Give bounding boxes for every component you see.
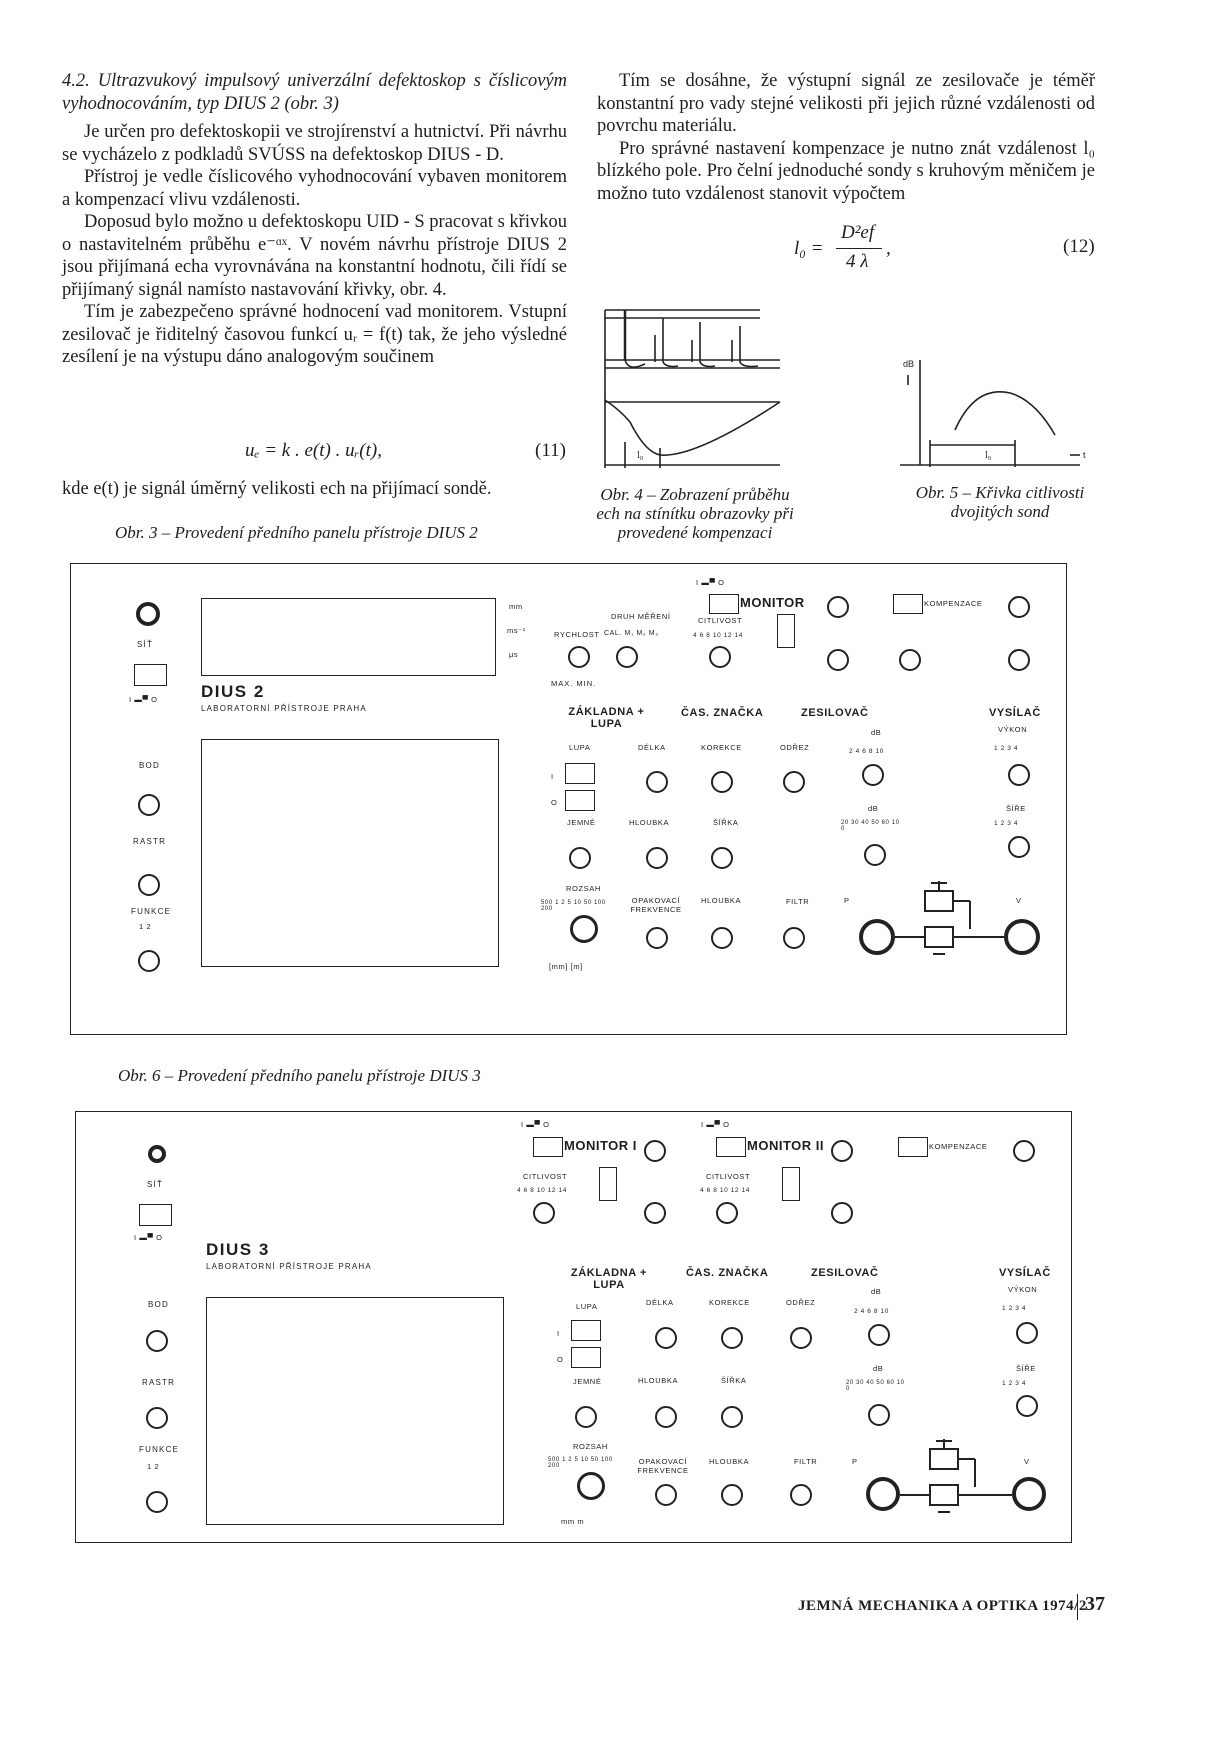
vykon-scale: 1 2 3 4 [994, 745, 1019, 752]
funkce-scale: 1 2 [147, 1462, 160, 1471]
citlivost1-knob[interactable] [533, 1202, 555, 1224]
vykon2-scale: 1 2 3 4 [1002, 1380, 1027, 1387]
monitor-label: MONITOR [740, 595, 805, 610]
kompenzace-button[interactable] [898, 1137, 928, 1157]
citlivost-knob[interactable] [709, 646, 731, 668]
hloubka-label: HLOUBKA [638, 1376, 679, 1385]
rozsah-label: ROZSAH [566, 884, 601, 893]
vykon-label: VÝKON [998, 725, 1028, 734]
zero-label: O [551, 798, 558, 807]
zakladna-label: ZÁKLADNA + LUPA [570, 1267, 648, 1291]
monitor1-knob[interactable] [644, 1140, 666, 1162]
zesilovac-scale: 2 4 6 8 10 [849, 748, 884, 755]
vykon-label: VÝKON [1008, 1285, 1038, 1294]
sit-label: SÍŤ [147, 1180, 164, 1189]
vysilac-label: VYSÍLAČ [989, 707, 1041, 719]
zesilovac-db2-knob[interactable] [864, 844, 886, 866]
left-column-text [62, 70, 567, 369]
lupa-switch-1[interactable] [565, 763, 595, 784]
p-label: P [844, 896, 850, 905]
kompenzace-knob-3[interactable] [1008, 649, 1030, 671]
bod-knob[interactable] [146, 1330, 168, 1352]
db-label: dB [871, 1287, 882, 1296]
unit-mm: mm [509, 602, 523, 611]
monitor-knob-2[interactable] [827, 649, 849, 671]
maker-label: LABORATORNÍ PŘÍSTROJE PRAHA [201, 704, 367, 713]
device-name: DIUS 2 [201, 682, 265, 701]
device-name: DIUS 3 [206, 1240, 270, 1259]
cas-znacka-label: ČAS. ZNAČKA [686, 1267, 769, 1279]
max-min-label: MAX. MIN. [551, 679, 597, 688]
lupa-label: LUPA [576, 1302, 598, 1311]
citlivost2-knob[interactable] [716, 1202, 738, 1224]
bod-label: BOD [148, 1300, 169, 1309]
citlivost2-scale: 4 6 8 10 12 14 [700, 1187, 750, 1194]
fig5-t-label: t [1083, 450, 1086, 460]
p-label: P [852, 1457, 858, 1466]
power-switch[interactable] [134, 664, 167, 686]
rozsah-knob[interactable] [570, 915, 598, 943]
equation-11-number: (11) [535, 440, 566, 461]
delka-knob[interactable] [646, 771, 668, 793]
sire-knob[interactable] [1016, 1395, 1038, 1417]
odrez-knob[interactable] [783, 771, 805, 793]
paragraph: Pro správné nastavení kompenzace je nutno znát vzdálenost l₀ blízkého pole. Pro čelní jednoduché sondy s kruhovým měničem je možno tuto vzdálenost stanovit výpočtem [597, 138, 1095, 204]
monitor2-knob[interactable] [831, 1140, 853, 1162]
jemne-label: JEMNÉ [573, 1377, 602, 1386]
rozsah-label: ROZSAH [573, 1442, 608, 1451]
hloubka2-knob[interactable] [721, 1484, 743, 1506]
opakovaci-label: OPAKOVACÍ FREKVENCE [637, 1457, 689, 1475]
lupa-switch-2[interactable] [571, 1347, 601, 1368]
citlivost1-scale: 4 6 8 10 12 14 [517, 1187, 567, 1194]
delka-knob[interactable] [655, 1327, 677, 1349]
jemne-knob[interactable] [569, 847, 591, 869]
db-label: dB [871, 728, 882, 737]
funkce-knob[interactable] [138, 950, 160, 972]
vykon-scale: 1 2 3 4 [1002, 1305, 1027, 1312]
rozsah-scale: 500 1 2 5 10 50 100 200 [548, 1457, 613, 1469]
filtr-knob[interactable] [783, 927, 805, 949]
left-column-text-2 [62, 478, 567, 501]
one-label: I [557, 1329, 560, 1338]
odrez-knob[interactable] [790, 1327, 812, 1349]
fig6-caption: Obr. 6 – Provedení předního panelu přístroje DIUS 3 [118, 1066, 481, 1085]
zakladna-label: ZÁKLADNA + LUPA [568, 706, 645, 730]
paragraph: Tím je zabezpečeno správné hodnocení vad monitorem. Vstupní zesilovač je řiditelný časovou funkcí uᵣ = f(t) tak, že jeho výsledné zesílení je na výstupu dáno analogovým součinem [62, 302, 567, 367]
sirka-label: ŠÍŘKA [721, 1376, 747, 1385]
zero-label: O [557, 1355, 564, 1364]
kompenzace-knob-2[interactable] [899, 649, 921, 671]
sit-knob[interactable] [136, 602, 160, 626]
rozsah-scale: 500 1 2 5 10 50 100 200 [541, 900, 606, 912]
kompenzace-knob[interactable] [1013, 1140, 1035, 1162]
bod-label: BOD [139, 761, 160, 770]
jemne-knob[interactable] [575, 1406, 597, 1428]
paragraph: Přístroj je vedle číslicového vyhodnocování vybaven monitorem a kompenzací vlivu vzdálenosti. [62, 167, 567, 210]
korekce-label: KOREKCE [701, 743, 742, 752]
monitor2-button[interactable] [716, 1137, 746, 1157]
citlivost-switch[interactable] [777, 614, 795, 648]
vykon-knob[interactable] [1008, 764, 1030, 786]
monitor-button[interactable] [709, 594, 739, 614]
delka-label: DÉLKA [638, 743, 666, 752]
sire-label: ŠÍŘE [1016, 1364, 1036, 1373]
unit-us: μs [509, 650, 519, 659]
hloubka-knob[interactable] [655, 1406, 677, 1428]
zesilovac2-scale: 20 30 40 50 60 10 0 [846, 1380, 905, 1392]
p-connector[interactable] [859, 919, 895, 955]
kompenzace-button[interactable] [893, 594, 923, 614]
lupa-switch-2[interactable] [565, 790, 595, 811]
probe-diagram [900, 1437, 1012, 1517]
io-label-1: I ▬▀ O [521, 1120, 550, 1129]
dius3-front-panel [75, 1111, 1072, 1543]
page-number: 37 [1085, 1593, 1105, 1615]
odrez-label: ODŘEZ [780, 743, 810, 752]
equation-11: uₑ = k . e(t) . uᵣ(t), [245, 440, 382, 461]
rychlost-knob[interactable] [568, 646, 590, 668]
hloubka-knob[interactable] [646, 847, 668, 869]
power-switch[interactable] [139, 1204, 172, 1226]
druh-mereni-label: DRUH MĚŘENÍ [611, 612, 671, 621]
monitor2-label: MONITOR II [747, 1138, 824, 1153]
korekce-knob[interactable] [711, 771, 733, 793]
citlivost2-label: CITLIVOST [706, 1172, 751, 1181]
crt-screen [206, 1297, 504, 1525]
one-label: I [551, 772, 554, 781]
equation-12-denominator: 4 λ [846, 251, 869, 272]
rastr-knob[interactable] [146, 1407, 168, 1429]
zesilovac-label: ZESILOVAČ [801, 707, 869, 719]
odrez-label: ODŘEZ [786, 1298, 816, 1307]
fig4-caption: Obr. 4 – Zobrazení průběhu ech na stínítku obrazovky při provedené kompenzaci [596, 485, 794, 542]
equation-12-numerator: D²ef [841, 222, 875, 243]
io-label-2: I ▬▀ O [701, 1120, 730, 1129]
citlivost-label: CITLIVOST [698, 616, 743, 625]
fig5-db-label: dB [903, 359, 915, 369]
funkce-knob[interactable] [146, 1491, 168, 1513]
sire-label: ŠÍŘE [1006, 804, 1026, 813]
rastr-label: RASTR [133, 837, 167, 846]
monitor1-button[interactable] [533, 1137, 563, 1157]
rastr-label: RASTR [142, 1378, 176, 1387]
fig3-caption: Obr. 3 – Provedení předního panelu přístroje DIUS 2 [115, 523, 478, 542]
korekce-label: KOREKCE [709, 1298, 750, 1307]
p-connector[interactable] [866, 1477, 900, 1511]
opakovaci-label: OPAKOVACÍ FREKVENCE [630, 896, 682, 914]
monitor2-knob-2[interactable] [831, 1202, 853, 1224]
hloubka2-label: HLOUBKA [709, 1457, 750, 1466]
maker-label: LABORATORNÍ PŘÍSTROJE PRAHA [206, 1262, 372, 1271]
zesilovac2-scale: 20 30 40 50 60 10 0 [841, 820, 900, 832]
fig5-l0-label: l₀ [985, 450, 992, 461]
dius2-front-panel [70, 563, 1067, 1035]
citlivost2-switch[interactable] [782, 1167, 800, 1201]
sire-knob[interactable] [1008, 836, 1030, 858]
rastr-knob[interactable] [138, 874, 160, 896]
zesilovac-scale: 2 4 6 8 10 [854, 1308, 889, 1315]
v-label: V [1024, 1457, 1030, 1466]
citlivost1-label: CITLIVOST [523, 1172, 568, 1181]
kompenzace-label: KOMPENZACE [929, 1142, 988, 1151]
io-label: I ▬▀ O [696, 578, 725, 587]
power-io-label: I ▬▀ O [134, 1233, 163, 1242]
sit-label: SÍŤ [137, 640, 154, 649]
v-label: V [1016, 896, 1022, 905]
sirka-knob[interactable] [711, 847, 733, 869]
citlivost-scale: 4 6 8 10 12 14 [693, 632, 743, 639]
funkce-label: FUNKCE [131, 907, 172, 916]
citlivost1-switch[interactable] [599, 1167, 617, 1201]
cal-label: CAL. M₁ M₂ M₃ [604, 630, 659, 637]
fig4-echo-display [600, 300, 790, 475]
hloubka2-label: HLOUBKA [701, 896, 742, 905]
power-io-label: I ▬▀ O [129, 695, 158, 704]
paragraph: Doposud bylo možno u defektoskopu UID - S pracovat s křivkou o nastavitelném průběhu e⁻ᵅˣ. V novém návrhu přístroje DIUS 2 jsou přijímaná echa vyrovnávána na konstantní hodnotu, čili řídí se přijímaný signál namísto nastavování křivky, obr. 4. [62, 212, 567, 300]
funkce-scale: 1 2 [139, 922, 152, 931]
hloubka-label: HLOUBKA [629, 818, 670, 827]
filtr-label: FILTR [794, 1457, 818, 1466]
opakovaci-knob[interactable] [655, 1484, 677, 1506]
fig4-l0-label: l₀ [637, 450, 644, 461]
zesilovac-db2-knob[interactable] [868, 1404, 890, 1426]
monitor1-knob-2[interactable] [644, 1202, 666, 1224]
equation-12-number: (12) [1063, 236, 1095, 257]
fraction-bar [836, 248, 882, 249]
funkce-label: FUNKCE [139, 1445, 180, 1454]
rozsah-units: mm m [561, 1517, 585, 1526]
korekce-knob[interactable] [721, 1327, 743, 1349]
v-connector[interactable] [1004, 919, 1040, 955]
bod-knob[interactable] [138, 794, 160, 816]
paragraph: Je určen pro defektoskopii ve strojírenství a hutnictví. Při návrhu se vycházelo z podkladů SVÚSS na defektoskop DIUS - D. [62, 122, 567, 165]
crt-screen [201, 739, 499, 967]
zesilovac-db-knob[interactable] [862, 764, 884, 786]
digital-display [201, 598, 496, 676]
delka-label: DÉLKA [646, 1298, 674, 1307]
rychlost-label: RYCHLOST [554, 630, 600, 639]
paragraph: Tím se dosáhne, že výstupní signál ze zesilovače je téměř konstantní pro vady stejné velikosti při jejich různé vzdálenosti od povrchu materiálu. [597, 71, 1095, 136]
paragraph: kde e(t) je signál úměrný velikosti ech na přijímací sondě. [62, 479, 492, 499]
zesilovac-db-knob[interactable] [868, 1324, 890, 1346]
cas-znacka-label: ČAS. ZNAČKA [681, 707, 764, 719]
lupa-switch-1[interactable] [571, 1320, 601, 1341]
equation-12-comma: , [886, 238, 891, 259]
footer-divider [1077, 1594, 1078, 1620]
vykon2-scale: 1 2 3 4 [994, 820, 1019, 827]
db2-label: dB [873, 1364, 884, 1373]
zesilovac-label: ZESILOVAČ [811, 1267, 879, 1279]
druh-mereni-knob[interactable] [616, 646, 638, 668]
fig5-sensitivity-curve [895, 355, 1100, 470]
right-column-text [597, 70, 1095, 205]
journal-footer: JEMNÁ MECHANIKA A OPTIKA 1974/2 [798, 1598, 1087, 1614]
probe-diagram [895, 879, 1005, 959]
fig5-caption: Obr. 5 – Křivka citlivosti dvojitých sond [915, 483, 1085, 521]
filtr-knob[interactable] [790, 1484, 812, 1506]
hloubka2-knob[interactable] [711, 927, 733, 949]
monitor-knob[interactable] [827, 596, 849, 618]
jemne-label: JEMNÉ [567, 818, 596, 827]
kompenzace-knob[interactable] [1008, 596, 1030, 618]
sirka-knob[interactable] [721, 1406, 743, 1428]
lupa-label: LUPA [569, 743, 591, 752]
filtr-label: FILTR [786, 897, 810, 906]
vykon-knob[interactable] [1016, 1322, 1038, 1344]
monitor1-label: MONITOR I [564, 1138, 637, 1153]
sit-knob[interactable] [148, 1145, 166, 1163]
rozsah-units: [mm] [m] [549, 962, 583, 971]
vysilac-label: VYSÍLAČ [999, 1267, 1051, 1279]
sirka-label: ŠÍŘKA [713, 818, 739, 827]
equation-12-lhs: l₀ = [794, 238, 824, 259]
v-connector[interactable] [1012, 1477, 1046, 1511]
section-heading: 4.2. Ultrazvukový impulsový univerzální defektoskop s číslicovým vyhodnocováním, typ DIUS 2 (obr. 3) [62, 71, 567, 114]
unit-ms: ms⁻¹ [507, 626, 526, 635]
kompenzace-label: KOMPENZACE [924, 599, 983, 608]
db2-label: dB [868, 804, 879, 813]
rozsah-knob[interactable] [577, 1472, 605, 1500]
opakovaci-knob[interactable] [646, 927, 668, 949]
